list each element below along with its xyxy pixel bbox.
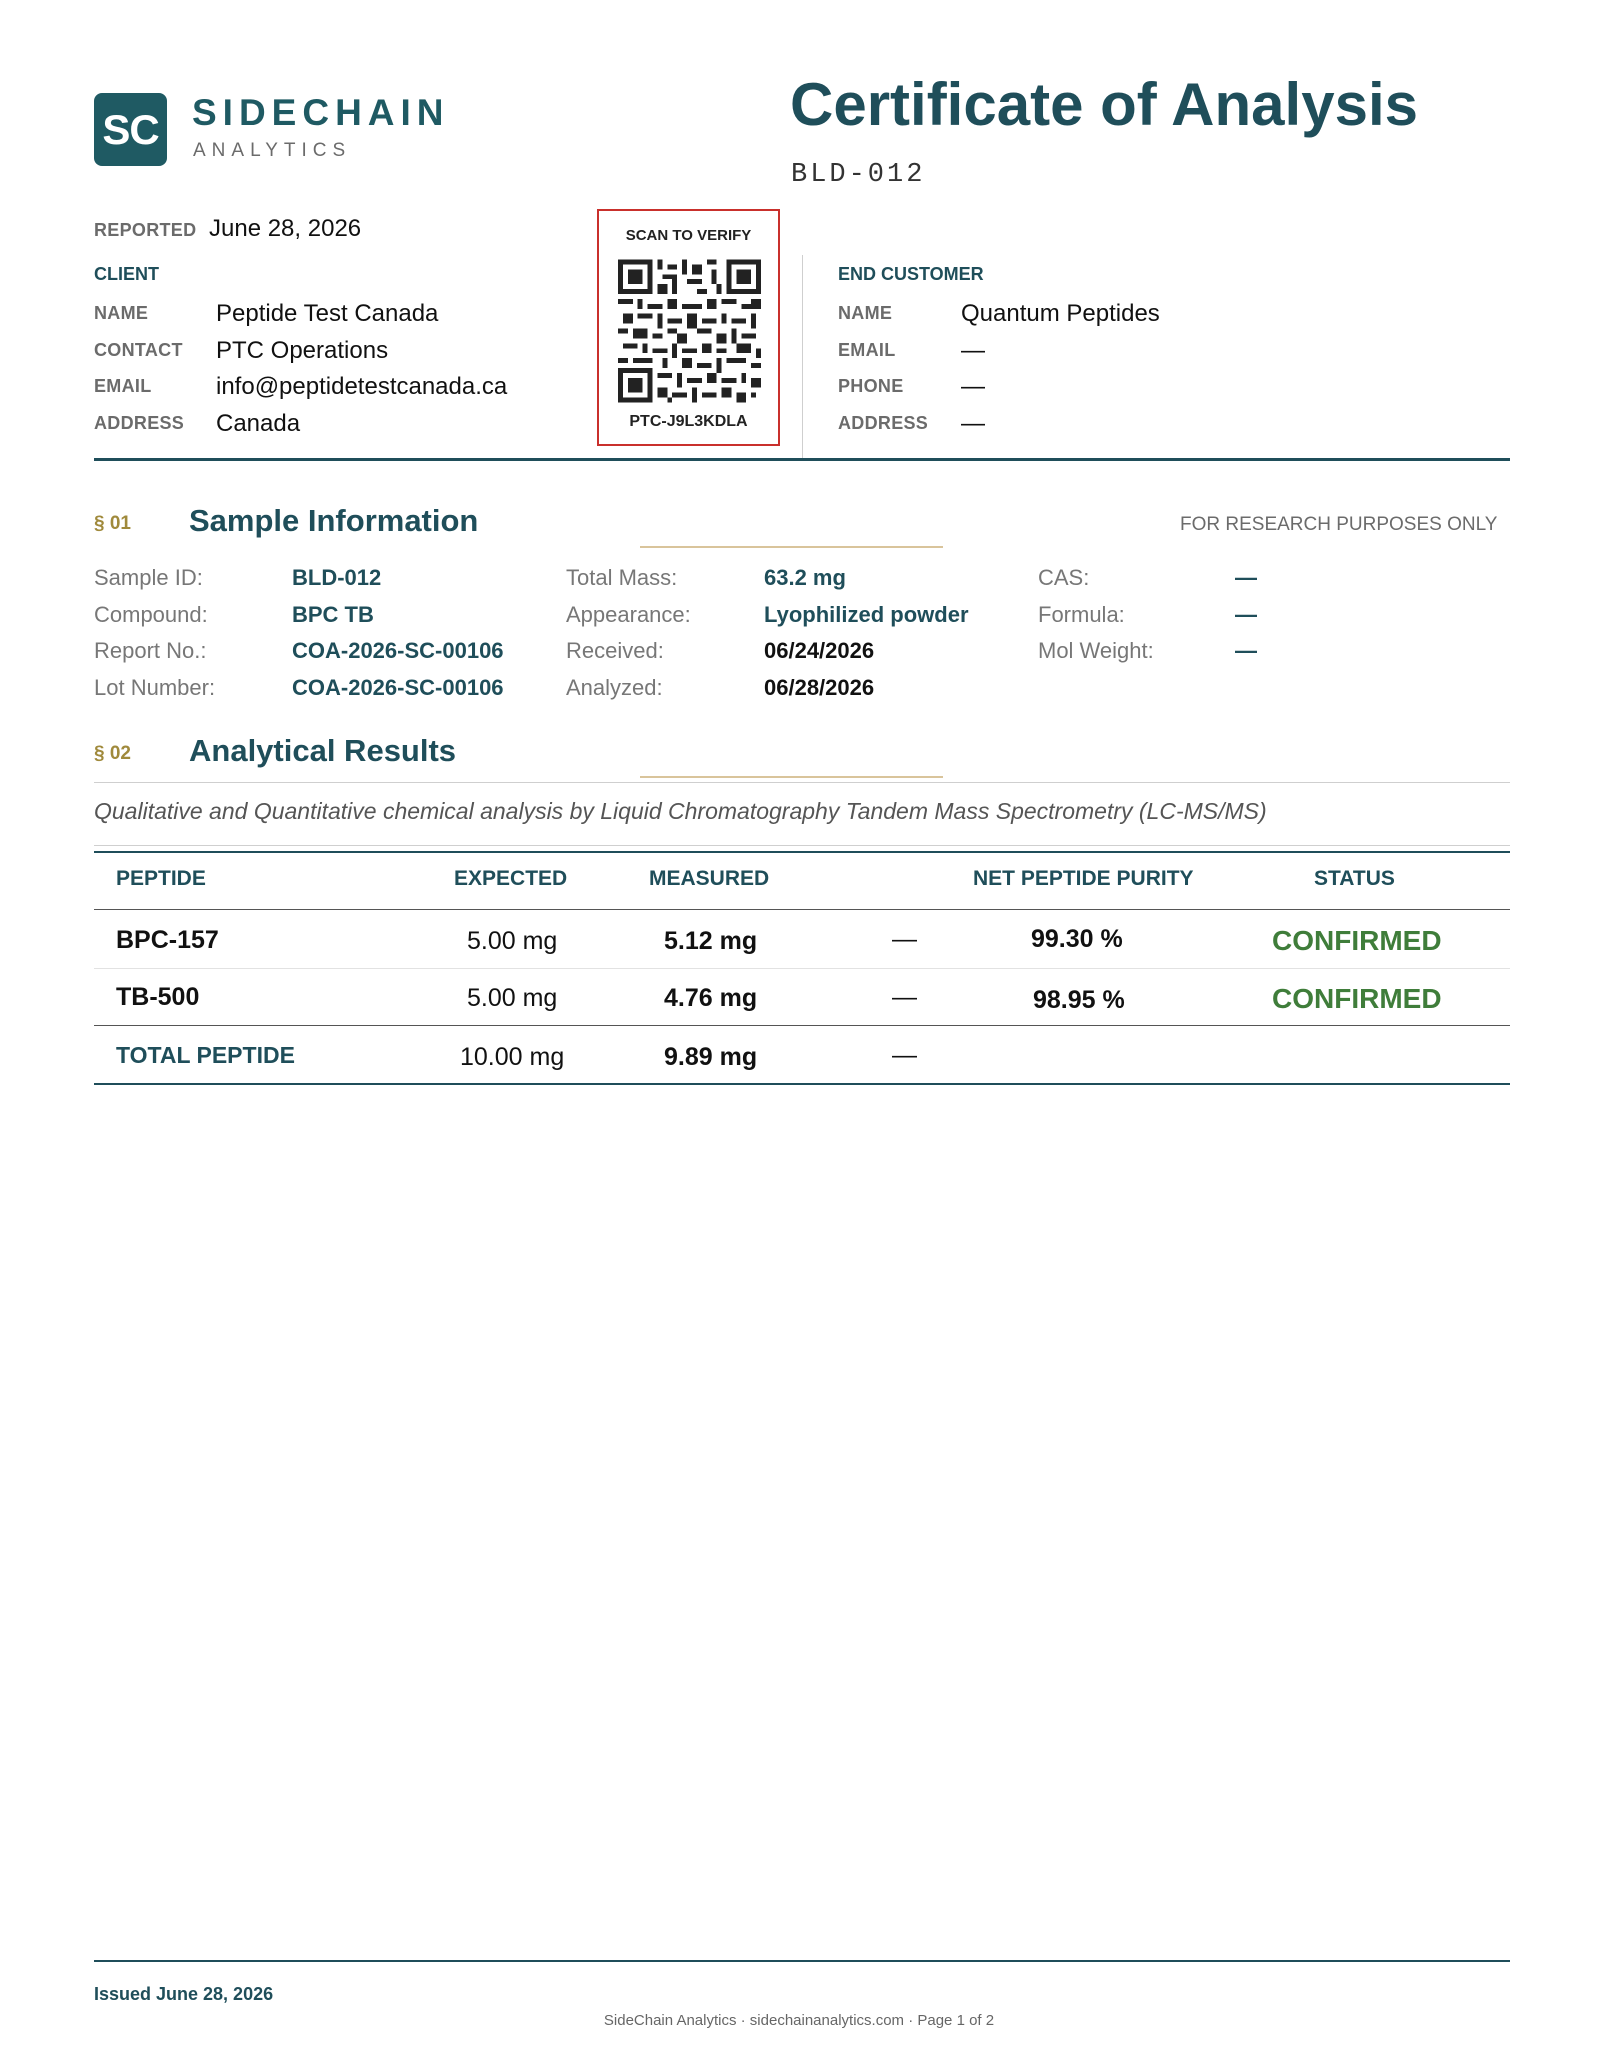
analyzed-value: 06/28/2026 [764,675,875,700]
table-top-rule [94,851,1510,853]
qr-code-icon[interactable] [618,257,761,405]
client-contact-label: CONTACT [94,340,183,360]
end-customer-name-value: Quantum Peptides [961,300,1160,327]
logo-badge: SC [94,93,167,166]
total-dash: — [892,1041,917,1069]
reported-label: REPORTED [94,220,197,240]
formula-value: — [1235,602,1257,627]
col-header-expected: EXPECTED [454,867,568,890]
footer-rule [94,1960,1510,1962]
total-label: TOTAL PEPTIDE [116,1042,295,1068]
total-mass-label: Total Mass: [566,565,678,590]
end-customer-email-label: EMAIL [838,340,896,360]
table-top-thin-rule [94,845,1510,846]
table-bottom-rule [94,1083,1510,1085]
total-measured: 9.89 mg [664,1043,758,1071]
row-expected: 5.00 mg [467,984,558,1012]
client-heading: CLIENT [94,264,159,284]
total-divider [94,1025,1510,1026]
client-email-label: EMAIL [94,376,152,396]
formula-label: Formula: [1038,602,1125,627]
mol-weight-value: — [1235,638,1257,663]
report-no-value: COA-2026-SC-00106 [292,638,504,663]
reported-date: June 28, 2026 [209,215,362,242]
end-customer-address-value: — [961,410,985,437]
section-2-accent [640,776,943,778]
sample-id-value: BLD-012 [292,565,382,590]
lot-number-label: Lot Number: [94,675,216,700]
issued-date: Issued June 28, 2026 [94,1984,274,2004]
document-title: Certificate of Analysis [790,71,1418,138]
cas-label: CAS: [1038,565,1090,590]
section-1-title: Sample Information [189,503,479,538]
row-measured: 5.12 mg [664,927,758,955]
lot-number-value: COA-2026-SC-00106 [292,675,504,700]
client-address-label: ADDRESS [94,413,185,433]
row-divider [94,968,1510,969]
end-customer-email-value: — [961,337,985,364]
compound-value: BPC TB [292,602,374,627]
section-2-rule [94,782,1510,783]
appearance-label: Appearance: [566,602,691,627]
compound-label: Compound: [94,602,208,627]
end-customer-name-label: NAME [838,303,893,323]
row-measured: 4.76 mg [664,984,758,1012]
header-rule [94,458,1510,461]
row-peptide: BPC-157 [116,926,219,954]
end-customer-address-label: ADDRESS [838,413,929,433]
document-code: BLD-012 [791,160,926,190]
header-divider [802,255,803,458]
client-contact-value: PTC Operations [216,337,389,364]
report-no-label: Report No.: [94,638,207,663]
cas-value: — [1235,565,1257,590]
col-header-peptide: PEPTIDE [116,867,206,890]
row-purity: 98.95 % [1033,986,1125,1014]
sample-id-label: Sample ID: [94,565,203,590]
analyzed-label: Analyzed: [566,675,663,700]
brand-subtitle: ANALYTICS [193,140,352,161]
scan-to-verify-label: SCAN TO VERIFY [625,227,752,244]
row-dash: — [892,983,917,1011]
mol-weight-label: Mol Weight: [1038,638,1154,663]
status-badge: CONFIRMED [1272,925,1442,956]
brand-name: SIDECHAIN [192,92,450,133]
col-header-status: STATUS [1314,867,1395,890]
status-badge: CONFIRMED [1272,983,1442,1014]
section-1-accent [640,546,943,548]
col-header-measured: MEASURED [649,867,770,890]
total-expected: 10.00 mg [460,1043,565,1071]
qr-verify-box[interactable] [597,209,780,446]
verification-code: PTC-J9L3KDLA [629,413,748,430]
section-2-number: § 02 [94,743,131,764]
section-2-title: Analytical Results [189,733,457,768]
end-customer-phone-label: PHONE [838,376,904,396]
client-address-value: Canada [216,410,301,437]
footer-text: SideChain Analytics · sidechainanalytics.com · Page 1 of 2 [603,2012,995,2029]
col-header-purity: NET PEPTIDE PURITY [973,867,1194,890]
research-note: FOR RESEARCH PURPOSES ONLY [1180,514,1498,535]
total-mass-value: 63.2 mg [764,565,846,590]
appearance-value: Lyophilized powder [764,602,969,627]
received-label: Received: [566,638,664,663]
client-email-value[interactable]: info@peptidetestcanada.ca [216,373,508,400]
table-header-rule [94,909,1510,910]
analysis-description: Qualitative and Quantitative chemical analysis by Liquid Chromatography Tandem Mass Spectrometry (LC-MS/MS) [94,798,1267,824]
client-name-value: Peptide Test Canada [216,300,439,327]
row-purity: 99.30 % [1031,925,1123,953]
row-peptide: TB-500 [116,983,200,1011]
client-name-label: NAME [94,303,149,323]
end-customer-phone-value: — [961,373,985,400]
section-1-number: § 01 [94,513,131,534]
received-value: 06/24/2026 [764,638,875,663]
row-dash: — [892,925,917,953]
end-customer-heading: END CUSTOMER [838,264,984,284]
row-expected: 5.00 mg [467,927,558,955]
